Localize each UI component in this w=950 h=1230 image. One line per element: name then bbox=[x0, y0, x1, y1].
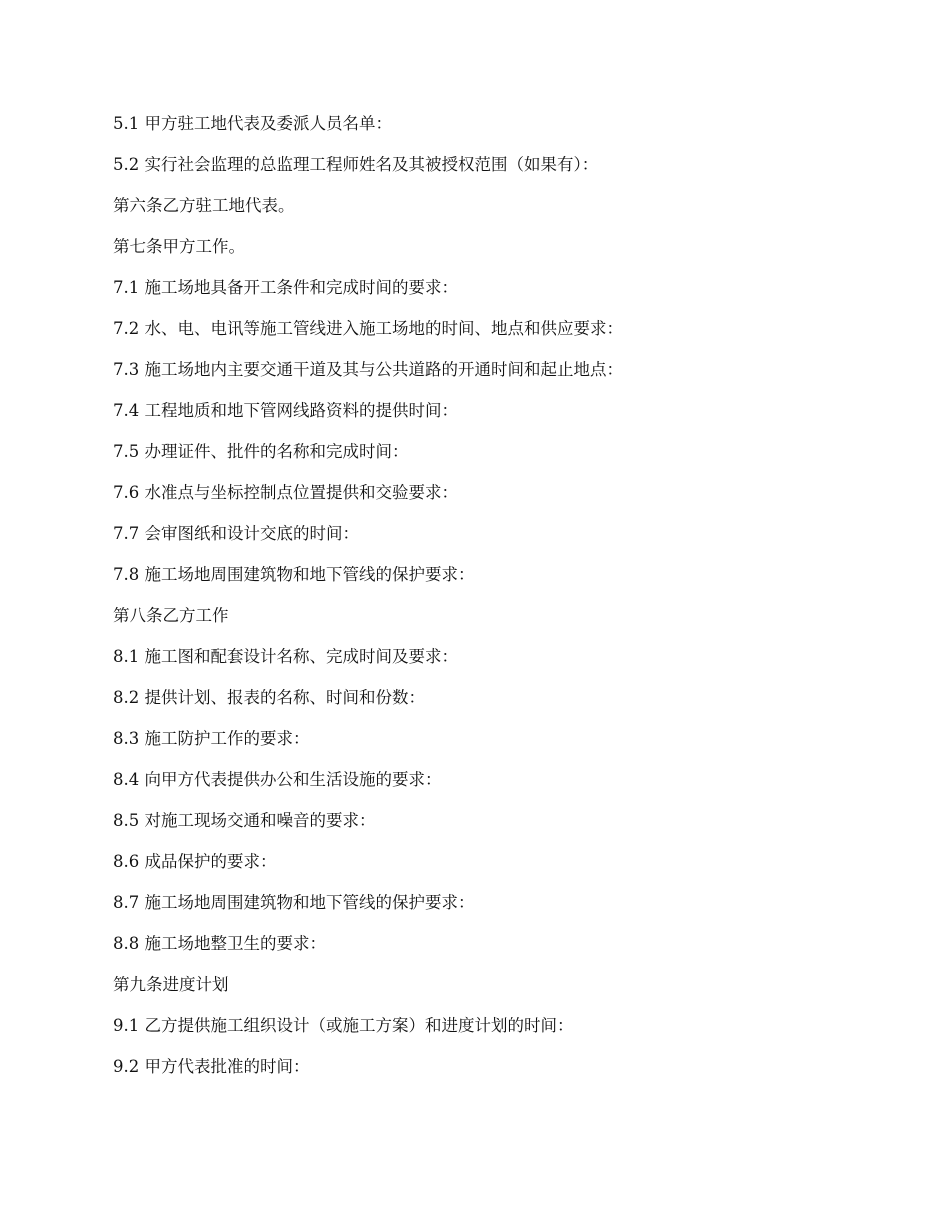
clause-9-2: 9.2 甲方代表批准的时间： bbox=[113, 1057, 310, 1076]
article-9-heading: 第九条进度计划 bbox=[113, 975, 229, 994]
clause-8-2: 8.2 提供计划、报表的名称、时间和份数： bbox=[113, 688, 425, 707]
clause-8-1: 8.1 施工图和配套设计名称、完成时间及要求： bbox=[113, 647, 458, 666]
clause-8-4: 8.4 向甲方代表提供办公和生活设施的要求： bbox=[113, 770, 442, 789]
clause-9-1: 9.1 乙方提供施工组织设计（或施工方案）和进度计划的时间： bbox=[113, 1016, 574, 1035]
document-body bbox=[113, 112, 853, 1096]
clause-7-6: 7.6 水准点与坐标控制点位置提供和交验要求： bbox=[113, 483, 458, 502]
clause-8-5: 8.5 对施工现场交通和噪音的要求： bbox=[113, 811, 376, 830]
article-8-heading: 第八条乙方工作 bbox=[113, 606, 229, 625]
clause-8-3: 8.3 施工防护工作的要求： bbox=[113, 729, 310, 748]
clause-8-7: 8.7 施工场地周围建筑物和地下管线的保护要求： bbox=[113, 893, 475, 912]
article-6-heading: 第六条乙方驻工地代表。 bbox=[113, 196, 295, 215]
clause-7-4: 7.4 工程地质和地下管网线路资料的提供时间： bbox=[113, 401, 458, 420]
clause-5-1: 5.1 甲方驻工地代表及委派人员名单： bbox=[113, 114, 392, 133]
clause-8-6: 8.6 成品保护的要求： bbox=[113, 852, 277, 871]
clause-8-8: 8.8 施工场地整卫生的要求： bbox=[113, 934, 326, 953]
clause-5-2: 5.2 实行社会监理的总监理工程师姓名及其被授权范围（如果有）： bbox=[113, 155, 599, 174]
clause-7-8: 7.8 施工场地周围建筑物和地下管线的保护要求： bbox=[113, 565, 475, 584]
clause-7-7: 7.7 会审图纸和设计交底的时间： bbox=[113, 524, 359, 543]
article-7-heading: 第七条甲方工作。 bbox=[113, 237, 245, 256]
clause-7-1: 7.1 施工场地具备开工条件和完成时间的要求： bbox=[113, 278, 458, 297]
clause-7-3: 7.3 施工场地内主要交通干道及其与公共道路的开通时间和起止地点： bbox=[113, 360, 623, 379]
clause-7-2: 7.2 水、电、电讯等施工管线进入施工场地的时间、地点和供应要求： bbox=[113, 319, 623, 338]
clause-7-5: 7.5 办理证件、批件的名称和完成时间： bbox=[113, 442, 409, 461]
